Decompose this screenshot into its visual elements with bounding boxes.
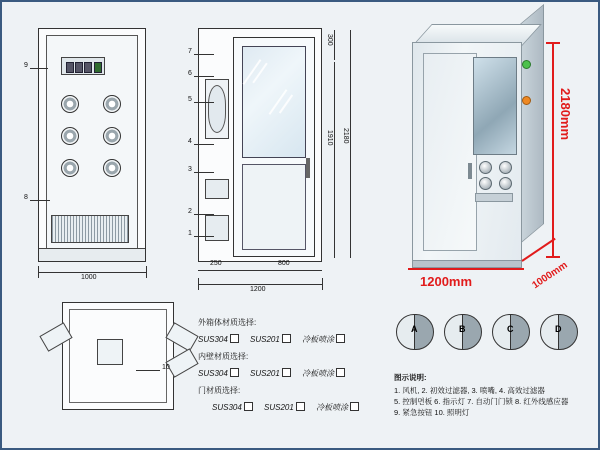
material-option[interactable]: 冷板喷涂 — [302, 331, 345, 348]
orange-indicator-lamp — [522, 96, 531, 105]
legend-line: 9. 紧急按钮 10. 照明灯 — [394, 408, 470, 417]
callout-10: 10 — [162, 364, 170, 371]
cabinet-door — [423, 53, 477, 251]
cabinet-window — [473, 57, 517, 155]
front-width-dim: 1000 — [81, 274, 97, 281]
dim-tick — [198, 278, 199, 290]
dim-line — [38, 272, 146, 273]
dim-door-width: 800 — [278, 260, 290, 267]
control-panel — [61, 57, 105, 75]
material-option[interactable]: SUS201 — [264, 399, 305, 416]
leader-line — [136, 370, 160, 371]
callout-2: 2 — [188, 208, 192, 215]
door-lower-panel — [242, 164, 306, 250]
dim-line — [252, 270, 322, 271]
front-view-base — [39, 248, 145, 261]
dim-line-width — [408, 268, 524, 270]
dim-line — [334, 30, 335, 60]
dim-left-offset: 250 — [210, 260, 222, 267]
door-type-icons — [394, 312, 590, 358]
callout-3: 3 — [188, 166, 192, 173]
callout-5: 5 — [188, 96, 192, 103]
material-option[interactable]: SUS201 — [250, 331, 291, 348]
cabinet-front-face — [412, 42, 522, 262]
material-option[interactable]: 冷板喷涂 — [302, 365, 345, 382]
door-assembly — [233, 37, 315, 257]
front-view — [38, 28, 146, 262]
dim-line-height — [552, 42, 554, 258]
callout-1: 1 — [188, 230, 192, 237]
materials-row — [198, 348, 388, 365]
nozzle-icon — [103, 159, 121, 177]
material-option[interactable]: SUS304 — [212, 399, 253, 416]
legend-line: 5. 控制면板 6. 指示灯 7. 自动门门锁 8. 红外线感应器 — [394, 397, 569, 406]
nozzle-icon — [103, 127, 121, 145]
nozzle-icon — [61, 127, 79, 145]
isometric-view — [394, 24, 544, 274]
filter-box — [205, 179, 229, 199]
legend-line: 1. 风机, 2. 初效过滤器, 3. 喷嘴, 4. 高效过滤器 — [394, 386, 545, 395]
door-type-a[interactable] — [394, 312, 436, 352]
dim-line — [198, 270, 252, 271]
material-option[interactable]: SUS304 — [198, 331, 239, 348]
door-handle — [306, 158, 310, 178]
materials-row — [198, 314, 388, 331]
leader-line — [30, 200, 50, 201]
leader-line — [30, 68, 48, 69]
panel-button — [75, 62, 83, 73]
cabinet-base — [412, 260, 522, 268]
nozzle-icon — [479, 161, 492, 174]
section-view — [198, 28, 322, 262]
dim-tick — [38, 266, 39, 278]
callout-7: 7 — [188, 48, 192, 55]
door-type-letter: D — [555, 324, 562, 334]
dim-line — [334, 62, 335, 258]
panel-button — [84, 62, 92, 73]
leader-line — [194, 172, 214, 173]
door-type-letter: B — [459, 324, 466, 334]
dim-tick — [546, 256, 560, 258]
dim-tick — [546, 42, 560, 44]
leader-line — [194, 214, 214, 215]
panel-button — [66, 62, 74, 73]
cabinet-door-handle — [468, 163, 472, 179]
material-option[interactable]: 冷板喷涂 — [316, 399, 359, 416]
legend — [394, 372, 584, 418]
dim-upper-height: 300 — [326, 34, 333, 46]
dim-depth-3d: 1000mm — [530, 259, 570, 292]
handrail — [475, 193, 513, 202]
dim-height-3d: 2180mm — [558, 88, 573, 141]
door-type-d[interactable] — [538, 312, 580, 352]
nozzle-icon — [61, 159, 79, 177]
panel-button — [94, 62, 102, 73]
callout-8: 8 — [24, 194, 28, 201]
materials-label-outer: 外箱体材质选择: — [198, 318, 257, 327]
plan-view — [62, 302, 174, 410]
nozzle-icon — [479, 177, 492, 190]
nozzle-icon — [103, 95, 121, 113]
return-air-grille — [51, 215, 129, 243]
materials-row — [198, 382, 388, 399]
door-type-b[interactable] — [442, 312, 484, 352]
leader-line — [194, 236, 214, 237]
legend-title: 图示说明: — [394, 373, 427, 382]
leader-line — [194, 76, 214, 77]
dim-tick — [322, 278, 323, 290]
door-type-c[interactable] — [490, 312, 532, 352]
leader-line — [194, 144, 214, 145]
material-option[interactable]: SUS201 — [250, 365, 291, 382]
leader-line — [194, 54, 214, 55]
materials-options — [198, 331, 388, 348]
dim-line — [198, 284, 322, 285]
callout-6: 6 — [188, 70, 192, 77]
materials-label-door: 门材质选择: — [198, 386, 241, 395]
plan-center-feature — [97, 339, 123, 365]
dim-total-width: 1200 — [250, 286, 266, 293]
door-type-letter: A — [411, 324, 418, 334]
dim-width-3d: 1200mm — [420, 274, 473, 289]
material-option[interactable]: SUS304 — [198, 365, 239, 382]
nozzle-icon — [499, 161, 512, 174]
dim-tick — [146, 266, 147, 278]
materials-label-inner: 内壁材质选择: — [198, 352, 249, 361]
dim-total-height: 2180 — [342, 128, 349, 144]
green-indicator-lamp — [522, 60, 531, 69]
callout-9: 9 — [24, 62, 28, 69]
materials-options — [198, 399, 388, 416]
lower-equipment-box — [205, 215, 229, 241]
dim-line — [350, 30, 351, 258]
nozzle-icon — [61, 95, 79, 113]
nozzle-icon — [499, 177, 512, 190]
fan-blade — [208, 85, 226, 133]
callout-4: 4 — [188, 138, 192, 145]
door-window — [242, 46, 306, 158]
leader-line — [194, 102, 214, 103]
dim-inner-height: 1910 — [326, 130, 333, 146]
door-type-letter: C — [507, 324, 514, 334]
materials-block — [198, 314, 388, 416]
materials-options — [198, 365, 388, 382]
